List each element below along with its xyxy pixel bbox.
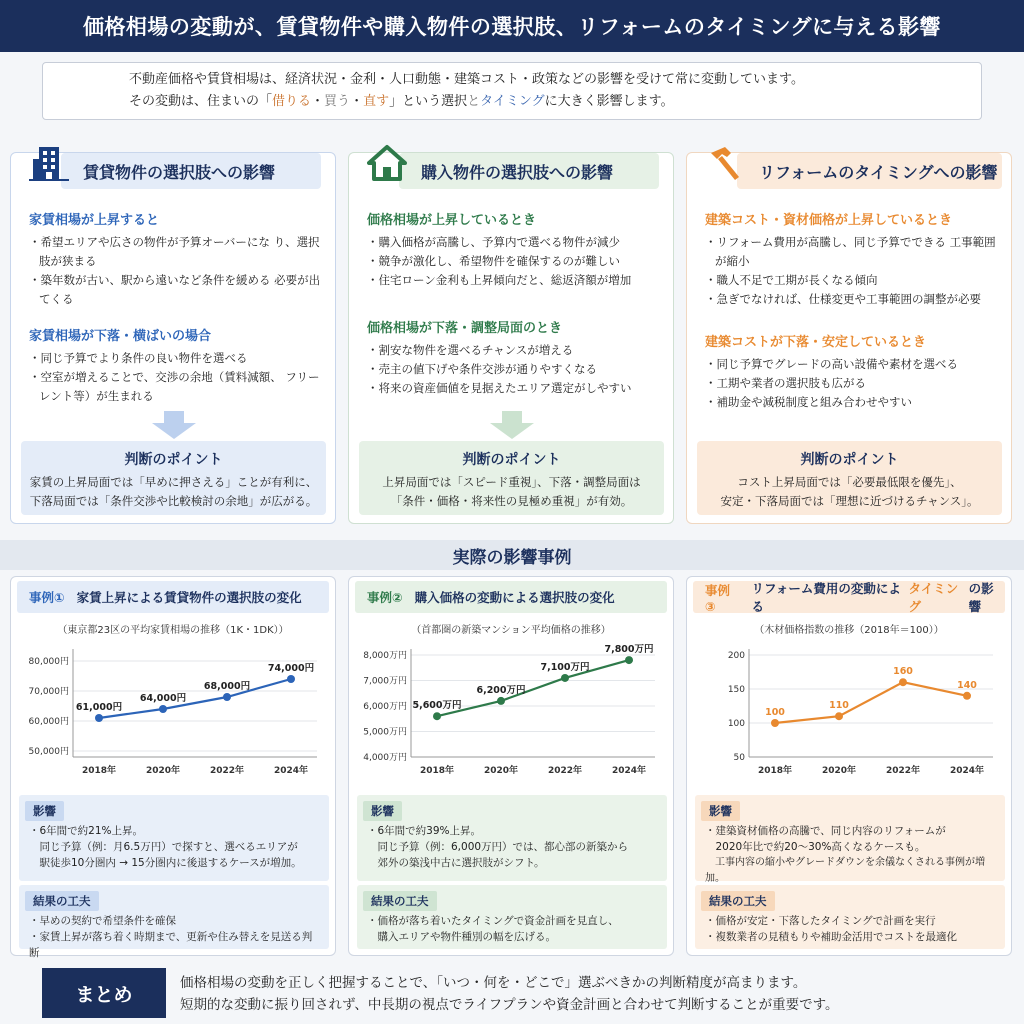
result-line: ・価格が落ち着いたタイミングで資金計画を見直し、 <box>367 915 619 927</box>
point-title: 判断のポイント <box>124 452 223 468</box>
hammer-icon <box>705 143 745 183</box>
rent-down-title: 家賃相場が下落・横ばいの場合 <box>29 329 212 344</box>
impact-title: 影響 <box>25 801 64 821</box>
list-item: ・購入価格が高騰し、予算内で選べる物件が減少 <box>367 235 620 249</box>
intro-text: 」という選択 <box>389 94 468 109</box>
reform-up-list <box>705 233 1000 309</box>
y-tick-label: 4,000万円 <box>363 753 407 763</box>
page-title: 価格相場の変動が、賃貸物件や購入物件の選択肢、リフォームのタイミングに与える影響 <box>82 15 942 39</box>
data-label: 61,000円 <box>75 702 123 713</box>
impact-line: 同じ予算（例：6,000万円）では、都心部の新築から <box>367 841 629 853</box>
summary-line: 価格相場の変動を正しく把握することで、「いつ・何を・どこで」選ぶべきかの判断精度が高まります。 <box>180 975 807 991</box>
purchase-up-title: 価格相場が上昇しているとき <box>367 213 537 228</box>
rent-column <box>10 152 336 524</box>
impact-line: 郊外の築浅中古に選択肢がシフト。 <box>367 857 545 869</box>
point-title: 判断のポイント <box>462 452 561 468</box>
intro-timing: タイミング <box>480 94 545 109</box>
summary-line: 短期的な変動に振り回されず、中長期の視点でライフプランや資金計画と合わせて判断することが重要です。 <box>180 997 839 1013</box>
case-2 <box>348 576 674 956</box>
impact-line: ・6年間で約39%上昇。 <box>367 825 482 837</box>
rent-up-list <box>29 233 324 309</box>
data-point <box>963 692 971 700</box>
list-item: ・割安な物件を選べるチャンスが増える <box>367 343 574 357</box>
y-tick-label: 100 <box>727 719 745 729</box>
data-label: 100 <box>765 707 785 718</box>
x-tick-label: 2020年 <box>145 766 181 776</box>
intro-reform: 直す <box>363 94 390 109</box>
point-line: 家賃の上昇局面では「早めに押さえる」ことが有利に、 <box>29 475 318 489</box>
purchase-down-list <box>367 341 662 398</box>
intro-sep: ・ <box>311 94 325 109</box>
result-box <box>19 885 329 959</box>
result-box <box>695 885 1005 949</box>
impact-box <box>357 795 667 881</box>
point-line: 下落局面では「条件交渉や比較検討の余地」が広がる。 <box>29 494 318 508</box>
building-icon <box>29 143 69 183</box>
point-line: 「条件・価格・将来性の見極め重視」が有効。 <box>390 494 633 508</box>
y-tick-label: 8,000万円 <box>363 651 407 661</box>
result-line: ・家賃上昇が落ち着く時期まで、更新や住み替えを見送る判断 <box>29 931 313 959</box>
data-label: 5,600万円 <box>412 700 462 712</box>
result-title: 結果の工夫 <box>701 891 775 911</box>
intro-line-2 <box>129 91 981 113</box>
data-label: 160 <box>893 666 913 678</box>
y-tick-label: 200 <box>727 651 745 661</box>
y-tick-label: 70,000円 <box>28 687 69 697</box>
point-title: 判断のポイント <box>800 452 899 468</box>
list-item: ・住宅ローン金利も上昇傾向だと、総返済額が増加 <box>367 273 632 287</box>
result-line: ・価格が安定・下落したタイミングで計画を実行 <box>705 915 936 927</box>
case-number: 事例③ <box>705 582 731 614</box>
list-item: ・将来の資産価値を見据えたエリア選定がしやすい <box>367 381 632 395</box>
list-item: ・同じ予算でより条件の良い物件を選べる <box>29 351 248 365</box>
result-title: 結果の工夫 <box>363 891 437 911</box>
intro-and: と <box>467 94 481 109</box>
arrow-down-icon <box>490 411 534 439</box>
list-item: ・競争が激化し、希望物件を確保するのが難しい <box>367 254 620 268</box>
point-line: 安定・下落局面では「理想に近づけるチャンス」。 <box>720 494 979 508</box>
summary-text <box>180 972 839 1016</box>
chart-title: （東京都23区の平均家賃相場の推移（1K・1DK）） <box>57 625 289 636</box>
summary-label: まとめ <box>42 968 166 1018</box>
case-title-highlight: タイミング <box>908 581 959 614</box>
intro-buy: 買う <box>324 94 351 109</box>
impact-line: 工事内容の縮小やグレードダウンを余儀なくされる事例が増加。 <box>705 857 985 884</box>
data-label: 7,100万円 <box>540 661 590 673</box>
case-title: 購入価格の変動による選択肢の変化 <box>414 590 615 605</box>
case-3-head <box>693 581 1005 613</box>
list-item: ・急ぎでなければ、仕様変更や工事範囲の調整が必要 <box>705 292 981 306</box>
section-title: 実際の影響事例 <box>452 547 572 568</box>
y-tick-label: 7,000万円 <box>363 676 407 687</box>
data-point <box>835 712 843 720</box>
x-tick-label: 2022年 <box>885 766 921 776</box>
impact-line: 2020年比で約20〜30%高くなるケースも。 <box>705 841 926 853</box>
data-label: 110 <box>829 700 849 712</box>
case-number: 事例② <box>367 590 403 605</box>
purchase-up-list <box>367 233 662 290</box>
data-point <box>223 693 231 701</box>
list-item: ・希望エリアや広さの物件が予算オーバーにな り、選択肢が狭まる <box>29 235 320 268</box>
reform-down-list <box>705 355 1000 412</box>
intro-sep: ・ <box>350 94 364 109</box>
chart-title: （首都圏の新築マンション平均価格の推移） <box>411 625 611 636</box>
list-item: ・工期や業者の選択肢も広がる <box>705 376 866 390</box>
x-tick-label: 2020年 <box>483 766 519 776</box>
x-tick-label: 2018年 <box>757 766 793 776</box>
list-item: ・売主の値下げや条件交渉が通りやすくなる <box>367 362 597 376</box>
purchase-column <box>348 152 674 524</box>
data-point <box>561 674 569 682</box>
rent-up-title: 家賃相場が上昇すると <box>29 213 160 228</box>
reform-point-box <box>697 441 1002 515</box>
arrow-down-icon <box>152 411 196 439</box>
x-tick-label: 2024年 <box>611 766 647 776</box>
case-2-head <box>355 581 667 613</box>
reform-column <box>686 152 1012 524</box>
series-line <box>99 679 291 718</box>
case-1-head <box>17 581 329 613</box>
intro-rent: 借りる <box>272 94 312 109</box>
list-item: ・補助金や減税制度と組み合わせやすい <box>705 395 912 409</box>
data-label: 64,000円 <box>139 693 187 704</box>
impact-box <box>19 795 329 881</box>
impact-title: 影響 <box>363 801 402 821</box>
x-tick-label: 2018年 <box>419 766 455 776</box>
y-tick-label: 6,000万円 <box>363 702 407 712</box>
data-label: 7,800万円 <box>604 644 654 656</box>
case-title: 家賃上昇による賃貸物件の選択肢の変化 <box>76 590 302 605</box>
result-title: 結果の工夫 <box>25 891 99 911</box>
x-tick-label: 2022年 <box>547 766 583 776</box>
data-point <box>433 712 441 720</box>
rent-chart <box>11 637 337 787</box>
purchase-point-box <box>359 441 664 515</box>
y-tick-label: 50,000円 <box>28 747 69 757</box>
list-item: ・同じ予算でグレードの高い設備や素材を選べる <box>705 357 958 371</box>
result-line: ・早めの契約で希望条件を確保 <box>29 915 176 927</box>
y-tick-label: 50 <box>733 753 745 763</box>
intro-text: その変動は、住まいの「 <box>129 94 273 109</box>
purchase-chart <box>349 637 675 787</box>
data-point <box>771 719 779 727</box>
point-line: 上昇局面では「スピード重視」、下落・調整局面は <box>382 475 641 489</box>
impact-line: ・6年間で約21%上昇。 <box>29 825 144 837</box>
reform-column-title: リフォームのタイミングへの影響 <box>737 153 1002 189</box>
data-point <box>159 705 167 713</box>
x-tick-label: 2022年 <box>209 766 245 776</box>
data-label: 6,200万円 <box>476 684 526 696</box>
data-point <box>625 656 633 664</box>
x-tick-label: 2024年 <box>949 766 985 776</box>
intro-box <box>42 62 982 120</box>
case-3 <box>686 576 1012 956</box>
reform-down-title: 建築コストが下落・安定しているとき <box>705 335 927 350</box>
data-label: 68,000円 <box>203 681 251 692</box>
series-line <box>775 682 967 723</box>
reform-up-title: 建築コスト・資材価格が上昇しているとき <box>705 213 953 228</box>
section-band <box>0 540 1024 570</box>
x-tick-label: 2020年 <box>821 766 857 776</box>
list-item: ・職人不足で工期が長くなる傾向 <box>705 273 878 287</box>
intro-text: に大きく影響します。 <box>544 94 674 109</box>
impact-title: 影響 <box>701 801 740 821</box>
purchase-column-title: 購入物件の選択肢への影響 <box>399 153 659 189</box>
point-line: コスト上昇局面では「必要最低限を優先」、 <box>737 475 962 489</box>
y-tick-label: 5,000万円 <box>363 727 407 738</box>
case-title-pre: リフォーム費用の変動による <box>751 581 901 614</box>
result-line: ・複数業者の見積もりや補助金活用でコストを最適化 <box>705 931 957 943</box>
y-tick-label: 150 <box>727 685 745 695</box>
case-title-post: の影響 <box>968 581 994 614</box>
y-tick-label: 60,000円 <box>28 717 69 727</box>
intro-line-1: 不動産価格や賃貸相場は、経済状況・金利・人口動態・建築コスト・政策などの影響を受けて常に変動しています。 <box>129 72 804 87</box>
data-point <box>95 714 103 722</box>
impact-line: 同じ予算（例：月6.5万円）で探すと、選べるエリアが <box>29 841 298 853</box>
data-point <box>497 697 505 705</box>
rent-down-list <box>29 349 324 406</box>
result-box <box>357 885 667 949</box>
data-point <box>899 678 907 686</box>
list-item: ・リフォーム費用が高騰し、同じ予算でできる 工事範囲が縮小 <box>705 235 996 268</box>
case-number: 事例① <box>29 590 65 605</box>
house-icon <box>367 143 407 183</box>
series-line <box>437 660 629 716</box>
impact-line: ・建築資材価格の高騰で、同じ内容のリフォームが <box>705 825 946 837</box>
rent-column-title: 賃貸物件の選択肢への影響 <box>61 153 321 189</box>
data-label: 140 <box>957 679 977 691</box>
x-tick-label: 2024年 <box>273 766 309 776</box>
impact-box <box>695 795 1005 884</box>
data-point <box>287 675 295 683</box>
list-item: ・空室が増えることで、交渉の余地（賃料減額、 フリーレント等）が生まれる <box>29 370 320 403</box>
rent-point-box <box>21 441 326 515</box>
lumber-chart <box>687 637 1013 787</box>
result-line: 購入エリアや物件種別の幅を広げる。 <box>367 931 556 943</box>
chart-title: （木材価格指数の推移（2018年＝100）） <box>754 625 944 636</box>
page-header <box>0 0 1024 52</box>
case-1 <box>10 576 336 959</box>
data-label: 74,000円 <box>267 663 315 674</box>
x-tick-label: 2018年 <box>81 766 117 776</box>
y-tick-label: 80,000円 <box>28 657 69 667</box>
list-item: ・築年数が古い、駅から遠いなど条件を緩める 必要が出てくる <box>29 273 321 306</box>
purchase-down-title: 価格相場が下落・調整局面のとき <box>367 321 563 336</box>
impact-line: 駅徒歩10分圏内 → 15分圏内に後退するケースが増加。 <box>29 857 302 869</box>
